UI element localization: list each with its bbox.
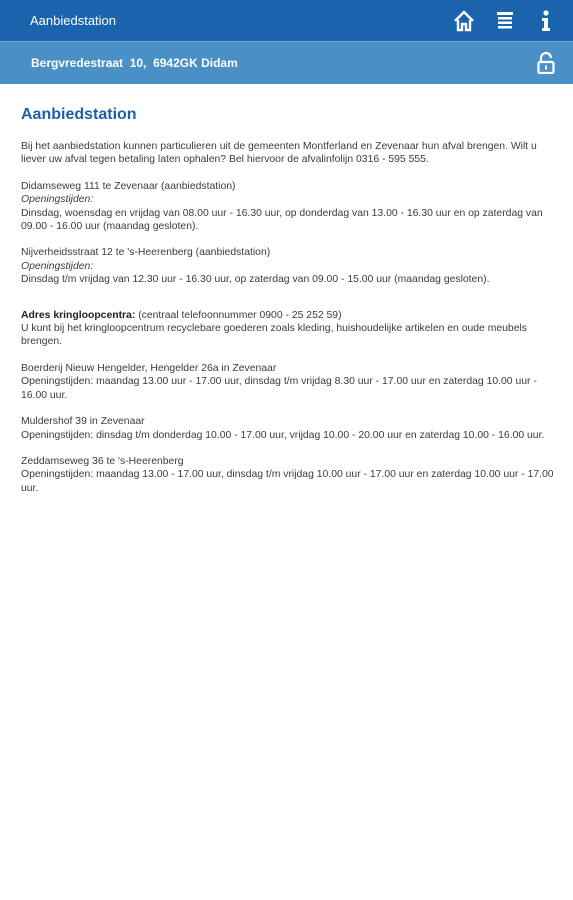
info-icon[interactable] — [531, 6, 561, 36]
station-hours: Dinsdag t/m vrijdag van 12.30 uur - 16.30 uur, op zaterdag van 09.00 - 15.00 uur (maandag gesloten). — [21, 274, 490, 286]
kringloop-title: Adres kringloopcentra: — [21, 309, 136, 321]
center-name: Zeddamseweg 36 te 's-Heerenberg — [21, 455, 184, 467]
address-text: Bergvredestraat 10, 6942GK Didam — [31, 56, 238, 70]
kringloop-block — [21, 309, 557, 349]
hours-label: Openingstijden: — [21, 194, 94, 206]
center-name: Muldershof 39 in Zevenaar — [21, 416, 145, 428]
kringloop-phone: (centraal telefoonnummer 0900 - 25 252 59) — [135, 309, 342, 321]
app-bar-actions — [438, 6, 561, 36]
station-block — [21, 246, 557, 286]
center-hours: Openingstijden: dinsdag t/m donderdag 10.00 - 17.00 uur, vrijdag 10.00 - 20.00 uur en zaterdag 10.00 - 16.00 uur. — [21, 429, 545, 441]
list-icon[interactable] — [490, 6, 520, 36]
page-content — [0, 84, 573, 495]
center-hours: Openingstijden: maandag 13.00 - 17.00 uur, dinsdag t/m vrijdag 10.00 uur - 17.00 uur en zaterdag 10.00 uur - 17.00 uur. — [21, 469, 554, 494]
kringloop-text: U kunt bij het kringloopcentrum recyclebare goederen zoals kleding, huishoudelijke artikelen en oude meubels brengen. — [21, 323, 527, 348]
station-block — [21, 180, 557, 234]
hours-label: Openingstijden: — [21, 260, 94, 272]
center-block — [21, 455, 557, 495]
station-hours: Dinsdag, woensdag en vrijdag van 08.00 uur - 16.30 uur, op donderdag van 13.00 - 16.30 uur en op zaterdag van 09.00 - 16.00 uur (maandag gesloten). — [21, 207, 543, 233]
page-title: Aanbiedstation — [21, 106, 137, 123]
lock-icon[interactable] — [531, 48, 561, 78]
app-title: Aanbiedstation — [30, 13, 117, 28]
center-hours: Openingstijden: maandag 13.00 uur - 17.00 uur, dinsdag t/m vrijdag 8.30 uur - 17.00 uur en zaterdag 10.00 uur - 16.00 uur. — [21, 376, 537, 401]
station-name: Didamseweg 111 te Zevenaar (aanbiedstation) — [21, 180, 236, 192]
app-bar — [0, 0, 573, 41]
intro-text: Bij het aanbiedstation kunnen particulieren uit de gemeenten Montferland en Zevenaar hun afval brengen. Wilt u liever uw afval tegen betaling laten ophalen? Bel hiervoor de afvalinfolijn 0316 - 595 555. — [21, 141, 537, 166]
station-name: Nijverheidsstraat 12 te 's-Heerenberg (aanbiedstation) — [21, 247, 271, 259]
center-block — [21, 362, 557, 402]
home-icon[interactable] — [449, 6, 479, 36]
center-block — [21, 415, 557, 442]
kringloop-heading — [21, 309, 557, 322]
center-name: Boerderij Nieuw Hengelder, Hengelder 26a in Zevenaar — [21, 362, 277, 374]
location-bar — [0, 41, 573, 84]
